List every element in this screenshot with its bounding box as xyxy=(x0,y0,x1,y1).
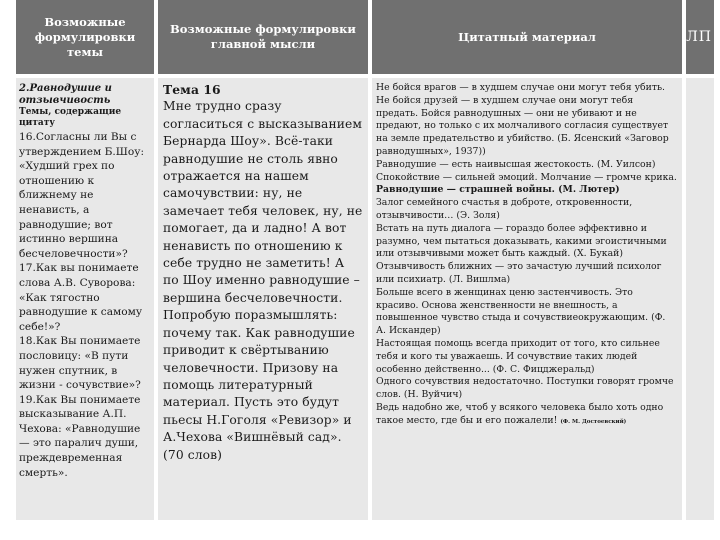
quote-fitzgerald: Настоящая помощь всегда приходит от того, кто сильнее тебя и кого ты уважаешь. И сочувствие таких людей особенно действенно... (Ф. С. Фицджеральд) xyxy=(376,337,660,375)
quote-dostoevsky xyxy=(376,402,678,429)
topic-subtitle: Темы, содержащие цитату xyxy=(19,107,122,128)
header-quotes: Цитатный материал xyxy=(372,0,682,74)
topic-question-16: 16.Согласны ли Вы с утверждением Б.Шоу: «Худший грех по отношению к ближнему не ненависть, а равнодушие; вот истинно вершина бесчеловечности»? xyxy=(19,131,145,260)
main-idea-title: Тема 16 xyxy=(163,82,221,97)
topic-question-17: 17.Как вы понимаете слова А.В. Суворова: «Как тягостно равнодушие к самому себе!»? xyxy=(19,262,143,333)
topic-title: 2.Равнодушие и отзывчивость xyxy=(19,83,112,106)
main-idea-cell xyxy=(158,78,368,520)
topic-question-19: 19.Как Вы понимаете высказывание А.П. Чехова: «Равнодушие — это паралич души, преждевременная смерть». xyxy=(19,393,141,479)
quotes-cell xyxy=(372,78,682,520)
quote-dostoevsky-text: Ведь надобно же, чтоб у всякого человека было хоть одно такое место, где бы и его пожалели! xyxy=(376,401,664,426)
quote-luther-bold: Равнодушие — страшней войны. (М. Лютер) xyxy=(376,184,620,196)
quote-luther xyxy=(376,172,678,198)
main-idea-text: Мне трудно сразу согласиться с высказыванием Бернарда Шоу». Всё-таки равнодушие не столь явно отражается на нашем самочувствии: ну, не замечает тебя человек, ну, не помогает, да и ладно! А вот ненависть по отношению к себе трудно не заметить! А по Шоу именно равнодушие – вершина бесчеловечности. Попробую поразмышлять: почему так. Как равнодушие приводит к свёртыванию человечности. Призову на помощь литературный материал. Пусть это будут пьесы Н.Гоголя «Ревизор» и А.Чехова «Вишнёвый сад». (70 слов) xyxy=(163,99,363,462)
quote-bucay: Встать на путь диалога — гораздо более эффективно и разумно, чем пытаться доказывать, какими эгоистичными или отзывчивыми может быть каждый. (Х. Букай) xyxy=(376,222,667,260)
quote-zola: Залог семейного счастья в доброте, откровенности, отзывчивости… (Э. Золя) xyxy=(376,197,633,221)
topic-question-18: 18.Как Вы понимаете пословицу: «В пути нужен спутник, в жизни - сочувствие»? xyxy=(19,335,141,392)
quote-jasienski: Не бойся врагов — в худшем случае они могут тебя убить. Не бойся друзей — в худшем случае они могут тебя предать. Бойся равнодушных — они не убивают и не предают, но только с их молчаливого согласия существует на земле предательство и убийство. (Б. Ясенский «Заговор равнодушных», 1937)) xyxy=(376,82,669,157)
header-lp: ЛП xyxy=(686,0,714,74)
header-topic-wording: Возможные формулировки темы xyxy=(16,0,154,74)
quote-iskander: Больше всего в женщинах ценю застенчивость. Это красиво. Основа женственности не внешность, а повышенное чувство стыда и сочувствиеокружающим. (Ф. А. Искандер) xyxy=(376,286,666,337)
lp-cell xyxy=(686,78,714,520)
header-main-idea: Возможные формулировки главной мысли xyxy=(158,0,368,74)
quote-vujicic: Одного сочувствия недостаточно. Поступки говорят громче слов. (Н. Вуйчич) xyxy=(376,376,674,401)
quotes-table xyxy=(16,0,714,520)
quote-wilson: Равнодушие — есть наивысшая жестокость. (М. Уилсон) xyxy=(376,158,656,170)
topics-cell xyxy=(16,78,154,520)
quote-luther-start: Спокойствие — сильней эмоций. Молчание — громче крика. xyxy=(376,171,677,183)
quote-vishlma: Отзывчивость ближних — это зачастую лучший психолог или психиатр. (Л. Вишлма) xyxy=(376,261,662,285)
quote-dostoevsky-author: (Ф. М. Достоевский) xyxy=(560,418,627,425)
